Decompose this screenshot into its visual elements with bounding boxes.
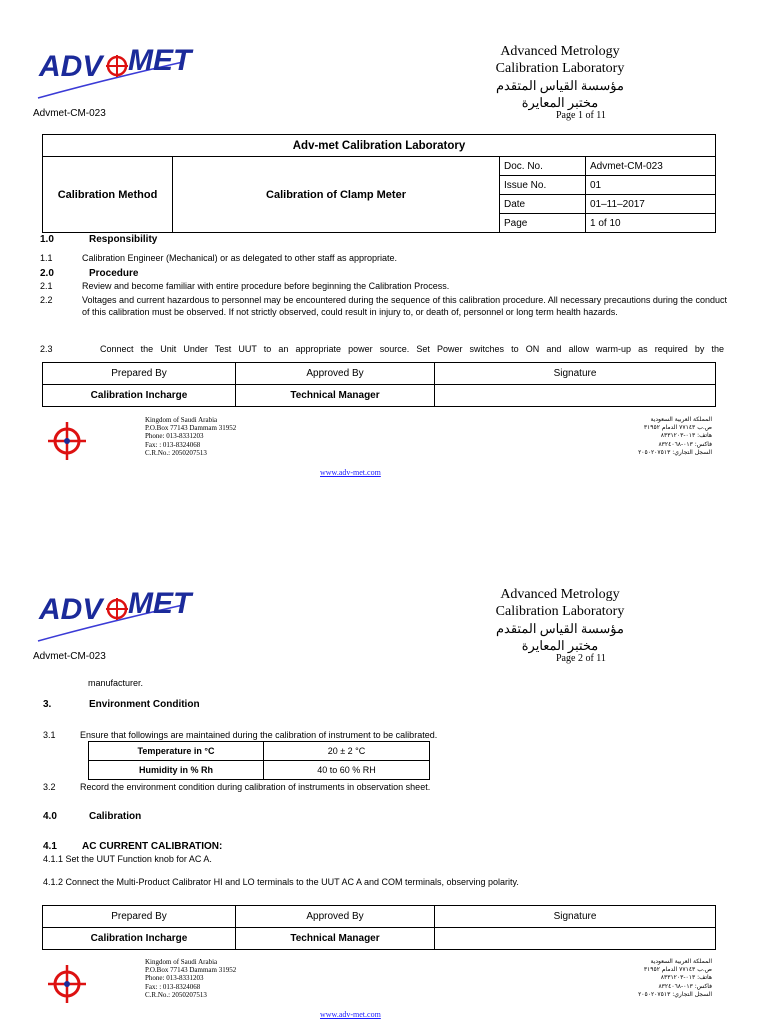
section-4-1-number: 4.1 — [43, 841, 57, 852]
approved-by-header: Approved By — [236, 906, 435, 928]
doc-no-value: Advmet-CM-023 — [586, 157, 716, 176]
signature-header: Signature — [435, 906, 716, 928]
section-2-2-text: Voltages and current hazardous to personnel may be encountered during the sequence of this calibration procedure. All necessary precautions during the conduct of this calibration must be observed. If not strictly observed, could result in injury to, or death of, personnel or long term health hazards. — [82, 295, 727, 317]
address-line: P.O.Box 77143 Dammam 31952 — [145, 966, 237, 975]
address-line-ar: المملكة العربية السعودية — [650, 416, 712, 423]
prepared-by-header: Prepared By — [43, 363, 236, 385]
section-1-1-number: 1.1 — [40, 253, 53, 263]
environment-table — [88, 741, 430, 780]
address-line-ar: المملكة العربية السعودية — [650, 958, 712, 965]
page-label: Page — [500, 214, 586, 233]
address-line-ar: فاكس: ٠١٣-٨٣٢٤٠٦٨ — [658, 982, 712, 990]
section-2-3-number: 2.3 — [40, 344, 53, 354]
website-link[interactable]: www.adv-met.com — [320, 1010, 381, 1019]
section-3-1-text: Ensure that followings are maintained during the calibration of instrument to be calibrated. — [80, 730, 438, 740]
section-3-title: Environment Condition — [89, 699, 200, 710]
company-name-ar-2: مختبر المعايرة — [521, 95, 599, 110]
svg-text:ADV: ADV — [39, 50, 103, 83]
company-name-block — [470, 43, 650, 111]
section-3-number: 3. — [43, 699, 52, 710]
section-1-title: Responsibility — [89, 234, 158, 245]
prepared-by-value: Calibration Incharge — [43, 385, 236, 407]
address-line: Fax: : 013-8324068 — [145, 440, 201, 449]
section-2-2-number: 2.2 — [40, 295, 53, 305]
svg-text:MET: MET — [128, 587, 192, 620]
approved-by-value: Technical Manager — [236, 385, 435, 407]
signoff-table-1 — [42, 362, 716, 407]
address-line: C.R.No.: 2050207513 — [145, 990, 207, 999]
env-value: 20 ± 2 °C — [264, 742, 430, 761]
section-2-title: Procedure — [89, 268, 139, 279]
prepared-by-value: Calibration Incharge — [43, 928, 236, 950]
env-key: Temperature in °C — [89, 742, 264, 761]
address-line: C.R.No.: 2050207513 — [145, 448, 207, 457]
lab-title: Adv-met Calibration Laboratory — [43, 135, 716, 157]
doc-id: Advmet-CM-023 — [33, 651, 106, 662]
address-en — [145, 958, 236, 999]
address-line-ar: السجل التجاري: ٢٠٥٠٢٠٧٥١٣ — [638, 990, 712, 998]
page-value: 1 of 10 — [586, 214, 716, 233]
date-label: Date — [500, 195, 586, 214]
signature-cell — [435, 928, 716, 950]
approved-by-header: Approved By — [236, 363, 435, 385]
website-link[interactable]: www.adv-met.com — [320, 468, 381, 477]
address-line: Fax: : 013-8324068 — [145, 982, 201, 991]
address-ar — [600, 416, 712, 457]
crosshair-logo-icon — [46, 963, 88, 1005]
section-4-title: Calibration — [89, 811, 142, 822]
issue-no-value: 01 — [586, 176, 716, 195]
address-line-ar: هاتف: ٠١٣-٨٣٣١٢٠٣ — [660, 974, 712, 982]
page-number: Page 1 of 11 — [556, 110, 606, 121]
doc-id: Advmet-CM-023 — [33, 108, 106, 119]
address-line: Kingdom of Saudi Arabia — [145, 416, 218, 424]
svg-text:MET: MET — [128, 44, 192, 77]
svg-text:ADV: ADV — [39, 593, 103, 626]
header-table — [42, 134, 716, 233]
section-4-number: 4.0 — [43, 811, 57, 822]
advmet-logo — [33, 583, 192, 645]
address-line: Phone: 013-8331203 — [145, 432, 204, 441]
address-line: Phone: 013-8331203 — [145, 974, 204, 983]
signoff-table-2 — [42, 905, 716, 950]
address-en — [145, 416, 236, 457]
section-4-1-2: 4.1.2 Connect the Multi-Product Calibrator HI and LO terminals to the UUT AC A and COM terminals, observing polarity. — [43, 877, 519, 887]
section-4-1-1: 4.1.1 Set the UUT Function knob for AC A. — [43, 854, 212, 864]
section-3-1-number: 3.1 — [43, 730, 56, 740]
section-3-2-number: 3.2 — [43, 782, 56, 792]
prepared-by-header: Prepared By — [43, 906, 236, 928]
company-name-en-1: Advanced Metrology — [500, 44, 620, 59]
company-name-en-1: Advanced Metrology — [500, 587, 620, 602]
section-2-number: 2.0 — [40, 268, 54, 279]
address-line: Kingdom of Saudi Arabia — [145, 958, 218, 966]
address-line-ar: ص.ب ٧٧١٤٣ الدمام ٣١٩٥٢ — [643, 424, 712, 432]
address-line: P.O.Box 77143 Dammam 31952 — [145, 424, 237, 433]
signature-header: Signature — [435, 363, 716, 385]
section-1-1-text: Calibration Engineer (Mechanical) or as delegated to other staff as appropriate. — [82, 253, 398, 263]
crosshair-logo-icon — [46, 420, 88, 462]
env-key: Humidity in % Rh — [89, 761, 264, 780]
address-line-ar: هاتف: ٠١٣-٨٣٣١٢٠٣ — [660, 432, 712, 440]
company-name-ar-2: مختبر المعايرة — [521, 638, 599, 653]
method-value: Calibration of Clamp Meter — [173, 157, 500, 233]
continued-text: manufacturer. — [88, 678, 144, 688]
section-2-1-number: 2.1 — [40, 281, 53, 291]
method-label: Calibration Method — [43, 157, 173, 233]
section-4-1-title: AC CURRENT CALIBRATION: — [82, 841, 223, 852]
env-value: 40 to 60 % RH — [264, 761, 430, 780]
section-2-1-text: Review and become familiar with entire procedure before beginning the Calibration Process. — [82, 281, 450, 291]
address-line-ar: فاكس: ٠١٣-٨٣٢٤٠٦٨ — [658, 440, 712, 448]
doc-no-label: Doc. No. — [500, 157, 586, 176]
company-name-block — [470, 586, 650, 654]
address-line-ar: ص.ب ٧٧١٤٣ الدمام ٣١٩٥٢ — [643, 966, 712, 974]
company-name-ar-1: مؤسسة القياس المتقدم — [495, 621, 624, 636]
section-3-2-text: Record the environment condition during calibration of instruments in observation sheet. — [80, 782, 431, 792]
company-name-en-2: Calibration Laboratory — [495, 61, 625, 76]
signature-cell — [435, 385, 716, 407]
issue-no-label: Issue No. — [500, 176, 586, 195]
page-number: Page 2 of 11 — [556, 653, 606, 664]
date-value: 01–11–2017 — [586, 195, 716, 214]
section-1-number: 1.0 — [40, 234, 54, 245]
advmet-logo — [33, 40, 192, 102]
company-name-ar-1: مؤسسة القياس المتقدم — [495, 78, 624, 93]
approved-by-value: Technical Manager — [236, 928, 435, 950]
company-name-en-2: Calibration Laboratory — [495, 604, 625, 619]
address-line-ar: السجل التجاري: ٢٠٥٠٢٠٧٥١٣ — [638, 448, 712, 456]
address-ar — [600, 958, 712, 999]
section-2-3-text: Connect the Unit Under Test UUT to an appropriate power source. Set Power switches to ON and allow warm-up as required by the — [100, 344, 724, 354]
